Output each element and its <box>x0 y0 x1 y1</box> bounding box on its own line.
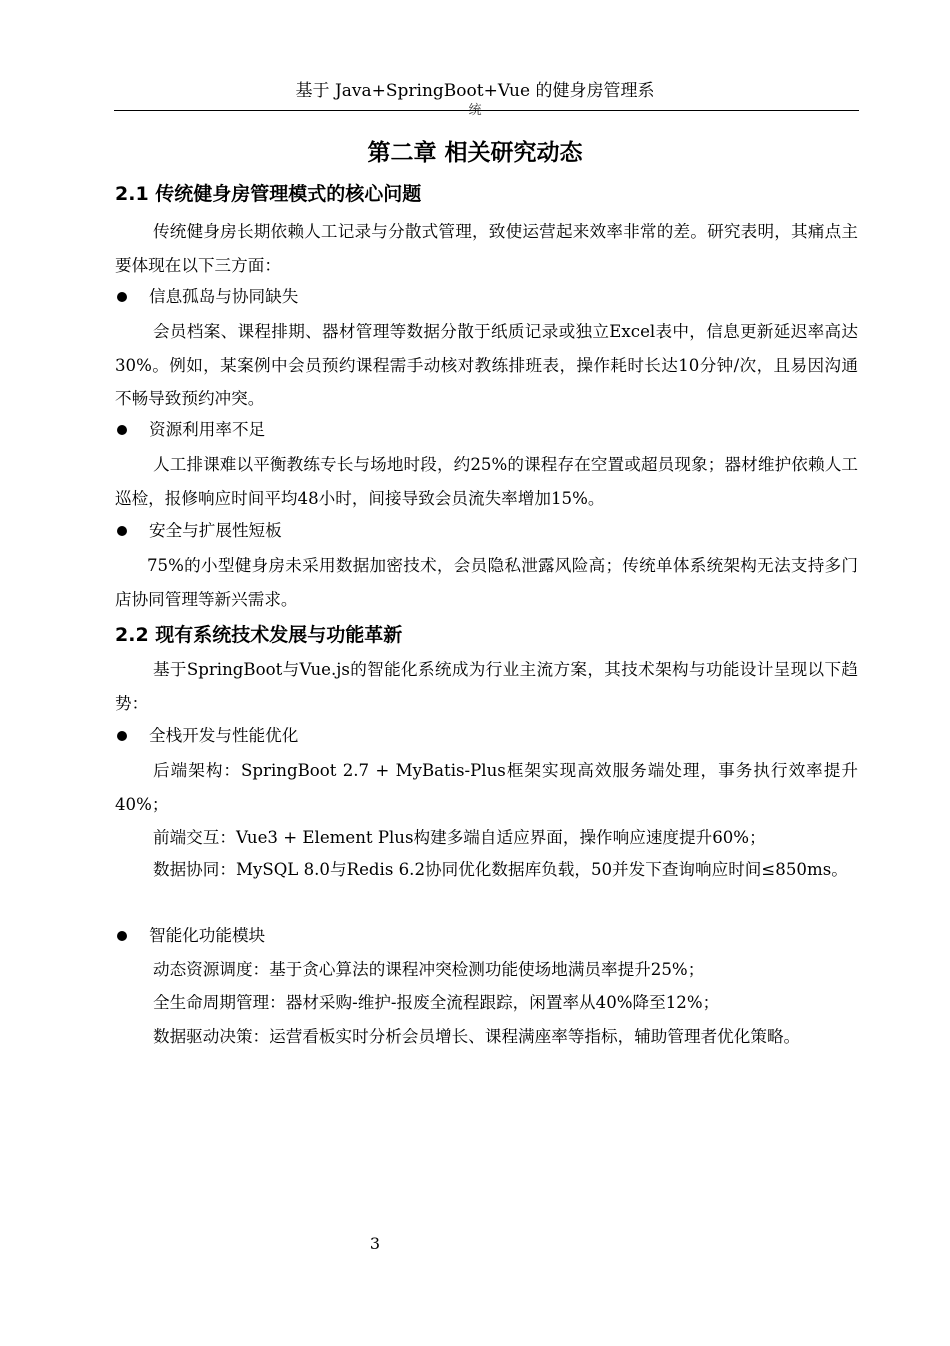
paragraph: 动态资源调度：基于贪心算法的课程冲突检测功能使场地满员率提升25%； <box>153 960 705 979</box>
paragraph: 会员档案、课程排期、器材管理等数据分散于纸质记录或独立Excel表中，信息更新延迟率高达30%。例如，某案例中会员预约课程需手动核对教练排班表，操作耗时长达10分钟/次，且易因沟通不畅导致预约冲突。 <box>115 322 858 408</box>
bullet-label: 安全与扩展性短板 <box>149 521 282 540</box>
section-heading-2-2: 2.2 现有系统技术发展与功能革新 <box>115 624 403 646</box>
bullet-item <box>115 922 265 950</box>
bullet-label: 智能化功能模块 <box>149 926 266 945</box>
bullet-item <box>115 517 282 545</box>
bullet-item <box>115 283 298 311</box>
section-heading-2-1: 2.1 传统健身房管理模式的核心问题 <box>115 183 422 205</box>
running-header: 基于 Java+SpringBoot+Vue 的健身房管理系 <box>295 81 655 101</box>
page-number: 3 <box>369 1234 381 1253</box>
bullet-icon <box>117 931 127 941</box>
paragraph: 后端架构：SpringBoot 2.7 + MyBatis-Plus框架实现高效服务端处理，事务执行效率提升40%； <box>115 761 858 814</box>
bullet-item <box>115 416 265 444</box>
bullet-icon <box>117 526 127 536</box>
paragraph: 数据驱动决策：运营看板实时分析会员增长、课程满座率等指标，辅助管理者优化策略。 <box>153 1027 801 1046</box>
bullet-label: 资源利用率不足 <box>149 420 266 439</box>
bullet-icon <box>117 731 127 741</box>
running-header-wrap: 统 <box>468 103 482 118</box>
bullet-label: 信息孤岛与协同缺失 <box>149 287 299 306</box>
paragraph: 全生命周期管理：器材采购-维护-报废全流程跟踪，闲置率从40%降至12%； <box>153 993 720 1012</box>
bullet-icon <box>117 292 127 302</box>
paragraph: 前端交互：Vue3 + Element Plus构建多端自适应界面，操作响应速度提升60%； <box>153 828 766 847</box>
paragraph: 数据协同：MySQL 8.0与Redis 6.2协同优化数据库负载，50并发下查询响应时间≤850ms。 <box>153 860 848 879</box>
paragraph: 75%的小型健身房未采用数据加密技术，会员隐私泄露风险高；传统单体系统架构无法支持多门店协同管理等新兴需求。 <box>115 556 858 609</box>
header-rule <box>114 110 859 111</box>
bullet-label: 全栈开发与性能优化 <box>149 726 299 745</box>
paragraph: 传统健身房长期依赖人工记录与分散式管理，致使运营起来效率非常的差。研究表明，其痛点主要体现在以下三方面： <box>115 222 858 275</box>
paragraph: 基于SpringBoot与Vue.js的智能化系统成为行业主流方案，其技术架构与功能设计呈现以下趋势： <box>115 660 858 713</box>
paragraph: 人工排课难以平衡教练专长与场地时段，约25%的课程存在空置或超员现象；器材维护依赖人工巡检，报修响应时间平均48小时，间接导致会员流失率增加15%。 <box>115 455 858 508</box>
bullet-item <box>115 722 298 750</box>
bullet-icon <box>117 425 127 435</box>
chapter-title: 第二章 相关研究动态 <box>367 140 583 166</box>
